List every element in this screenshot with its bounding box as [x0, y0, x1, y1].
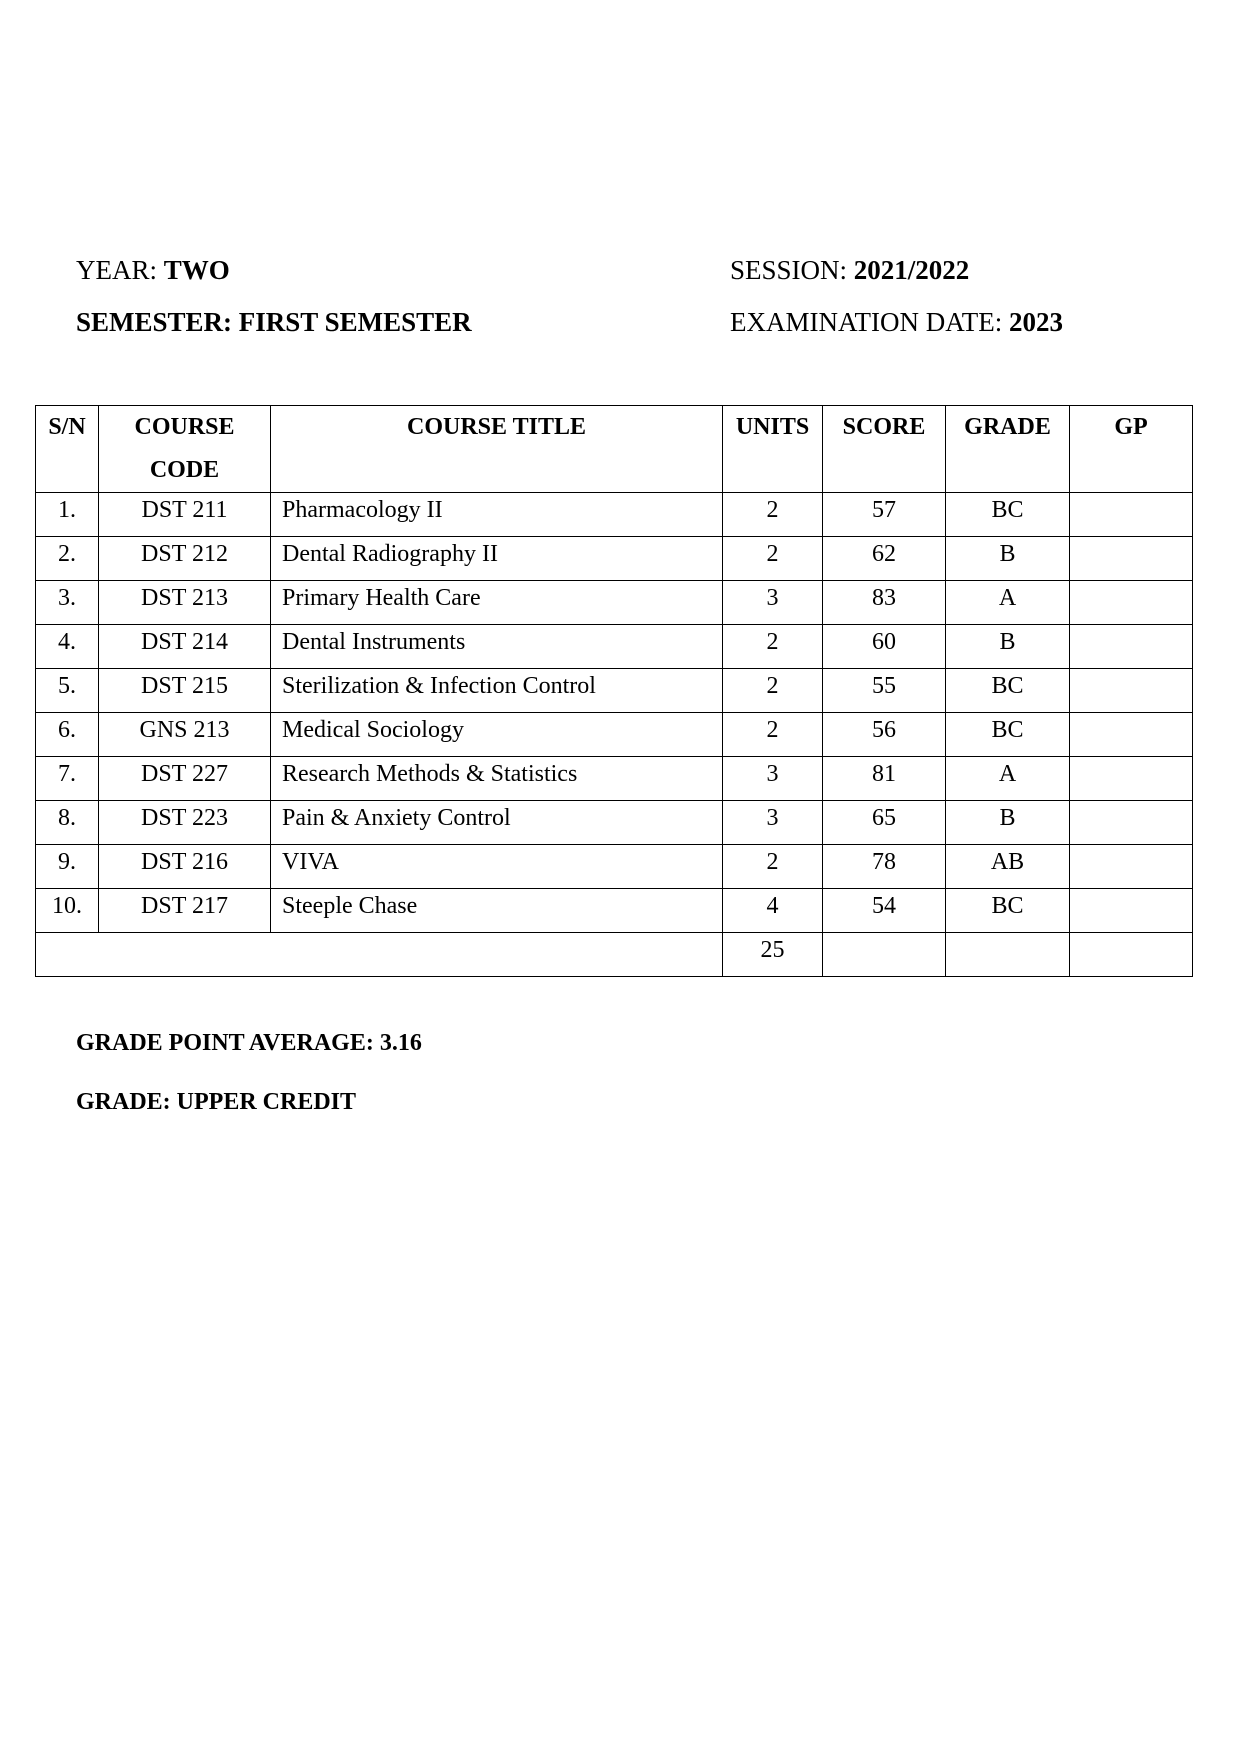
cell-score: 55: [823, 669, 946, 713]
col-header-course-code-line2: CODE: [149, 457, 220, 483]
cell-course-code: DST 213: [99, 581, 271, 625]
table-row: [36, 801, 1193, 845]
cell-gp: [1070, 581, 1193, 625]
session-label: SESSION:: [730, 255, 848, 285]
cell-course-code: DST 227: [99, 757, 271, 801]
cell-grade: BC: [946, 669, 1070, 713]
final-grade-line: [76, 1090, 356, 1114]
cell-units: 2: [723, 625, 823, 669]
cell-sn: 3.: [36, 581, 99, 625]
cell-gp: [1070, 537, 1193, 581]
cell-gp: [1070, 801, 1193, 845]
cell-gp: [1070, 493, 1193, 537]
col-header-units: UNITS: [723, 406, 823, 493]
cell-course-code: DST 223: [99, 801, 271, 845]
cell-sn: 10.: [36, 889, 99, 933]
table-total-row: [36, 933, 1193, 977]
cell-score: 54: [823, 889, 946, 933]
cell-units: 3: [723, 757, 823, 801]
cell-units: 3: [723, 581, 823, 625]
cell-units: 4: [723, 889, 823, 933]
table-row: [36, 537, 1193, 581]
table-row: [36, 713, 1193, 757]
cell-grade: B: [946, 625, 1070, 669]
cell-course-title: Pharmacology II: [271, 493, 723, 537]
table-row: [36, 757, 1193, 801]
cell-grade: A: [946, 581, 1070, 625]
col-header-sn: S/N: [36, 406, 99, 493]
gpa-value: 3.16: [379, 1030, 422, 1056]
gpa-line: [76, 1031, 422, 1055]
cell-sn: 5.: [36, 669, 99, 713]
cell-course-code: DST 211: [99, 493, 271, 537]
final-grade-label: GRADE:: [76, 1089, 171, 1115]
col-header-course-title: COURSE TITLE: [271, 406, 723, 493]
cell-grade: A: [946, 757, 1070, 801]
cell-score: 60: [823, 625, 946, 669]
year-line: [76, 257, 230, 284]
semester-value: FIRST SEMESTER: [238, 307, 472, 337]
semester-label: SEMESTER:: [76, 307, 233, 337]
cell-sn: 9.: [36, 845, 99, 889]
cell-grade: B: [946, 537, 1070, 581]
session-value: 2021/2022: [853, 255, 970, 285]
cell-course-title: VIVA: [271, 845, 723, 889]
cell-score: 62: [823, 537, 946, 581]
cell-course-code: DST 217: [99, 889, 271, 933]
cell-course-title: Primary Health Care: [271, 581, 723, 625]
cell-course-code: DST 216: [99, 845, 271, 889]
cell-sn: 8.: [36, 801, 99, 845]
cell-course-code: DST 212: [99, 537, 271, 581]
exam-date-value: 2023: [1008, 307, 1063, 337]
table-row: [36, 889, 1193, 933]
exam-date-label: EXAMINATION DATE:: [730, 307, 1003, 337]
cell-units: 3: [723, 801, 823, 845]
exam-date-line: [730, 309, 1063, 336]
cell-course-code: GNS 213: [99, 713, 271, 757]
cell-grade: AB: [946, 845, 1070, 889]
cell-units: 2: [723, 845, 823, 889]
cell-score: 65: [823, 801, 946, 845]
cell-course-title: Steeple Chase: [271, 889, 723, 933]
cell-sn: 4.: [36, 625, 99, 669]
cell-gp: [1070, 713, 1193, 757]
cell-grade: BC: [946, 713, 1070, 757]
col-header-grade: GRADE: [946, 406, 1070, 493]
total-row-spacer: [36, 933, 723, 977]
cell-units: 2: [723, 713, 823, 757]
table-row: [36, 669, 1193, 713]
year-label: YEAR:: [76, 255, 157, 285]
cell-course-code: DST 214: [99, 625, 271, 669]
cell-sn: 2.: [36, 537, 99, 581]
cell-gp: [1070, 845, 1193, 889]
cell-score: 78: [823, 845, 946, 889]
table-row: [36, 845, 1193, 889]
cell-sn: 7.: [36, 757, 99, 801]
semester-line: [76, 309, 472, 336]
cell-gp: [1070, 757, 1193, 801]
cell-course-title: Pain & Anxiety Control: [271, 801, 723, 845]
year-value: TWO: [163, 255, 230, 285]
cell-course-title: Dental Instruments: [271, 625, 723, 669]
cell-gp: [1070, 625, 1193, 669]
col-header-course-code: [99, 406, 271, 493]
table-row: [36, 625, 1193, 669]
cell-gp: [1070, 669, 1193, 713]
cell-course-title: Sterilization & Infection Control: [271, 669, 723, 713]
cell-course-title: Dental Radiography II: [271, 537, 723, 581]
cell-units: 2: [723, 493, 823, 537]
cell-score: 56: [823, 713, 946, 757]
final-grade-value: UPPER CREDIT: [176, 1089, 357, 1115]
cell-score: 57: [823, 493, 946, 537]
results-table: [35, 405, 1193, 977]
session-line: [730, 257, 969, 284]
col-header-score: SCORE: [823, 406, 946, 493]
total-grade-empty: [946, 933, 1070, 977]
cell-sn: 6.: [36, 713, 99, 757]
col-header-course-code-line1: COURSE: [134, 414, 235, 440]
cell-units: 2: [723, 537, 823, 581]
gpa-label: GRADE POINT AVERAGE:: [76, 1030, 374, 1056]
table-row: [36, 581, 1193, 625]
cell-gp: [1070, 889, 1193, 933]
cell-units: 2: [723, 669, 823, 713]
total-gp-empty: [1070, 933, 1193, 977]
total-units: 25: [723, 933, 823, 977]
table-row: [36, 493, 1193, 537]
cell-grade: BC: [946, 493, 1070, 537]
cell-score: 81: [823, 757, 946, 801]
total-score-empty: [823, 933, 946, 977]
table-header-row: [36, 406, 1193, 493]
cell-score: 83: [823, 581, 946, 625]
cell-sn: 1.: [36, 493, 99, 537]
cell-grade: B: [946, 801, 1070, 845]
cell-course-code: DST 215: [99, 669, 271, 713]
cell-grade: BC: [946, 889, 1070, 933]
col-header-gp: GP: [1070, 406, 1193, 493]
cell-course-title: Medical Sociology: [271, 713, 723, 757]
cell-course-title: Research Methods & Statistics: [271, 757, 723, 801]
